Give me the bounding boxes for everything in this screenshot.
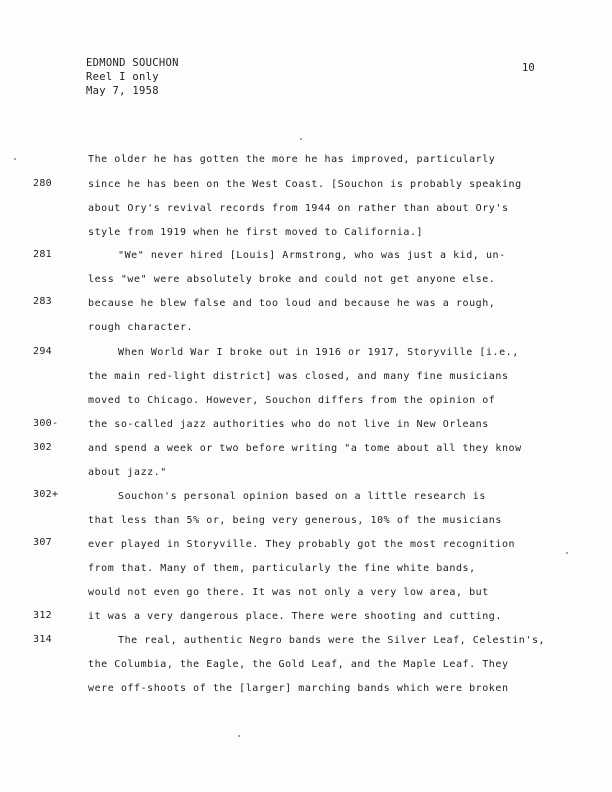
document-header [86, 56, 179, 98]
margin-number: 302 [33, 442, 52, 453]
text-line: less "we" were absolutely broke and could not get anyone else. [88, 274, 496, 285]
margin-number: 312 [33, 610, 52, 621]
text-line: were off-shoots of the [larger] marching bands which were broken [88, 683, 509, 694]
text-line: because he blew false and too loud and because he was a rough, [88, 298, 496, 309]
margin-number: 314 [33, 634, 52, 645]
text-line: about jazz." [88, 467, 167, 478]
text-line: "We" never hired [Louis] Armstrong, who was just a kid, un- [118, 250, 506, 261]
interview-date: May 7, 1958 [86, 85, 159, 97]
text-line: from that. Many of them, particularly the fine white bands, [88, 563, 476, 574]
scan-speck [300, 138, 302, 140]
text-line: the so-called jazz authorities who do not live in New Orleans [88, 419, 489, 430]
margin-number: 283 [33, 296, 52, 307]
reel-label: Reel I only [86, 71, 159, 83]
text-line: about Ory's revival records from 1944 on rather than about Ory's [88, 203, 509, 214]
text-line: the main red-light district] was closed, and many fine musicians [88, 371, 509, 382]
page-number: 10 [522, 62, 535, 74]
text-line: The older he has gotten the more he has improved, particularly [88, 154, 496, 165]
margin-number: 281 [33, 249, 52, 260]
text-line: since he has been on the West Coast. [Souchon is probably speaking [88, 179, 522, 190]
margin-number: 294 [33, 346, 52, 357]
text-line: the Columbia, the Eagle, the Gold Leaf, and the Maple Leaf. They [88, 659, 509, 670]
margin-number: 300- [33, 418, 59, 429]
text-line: and spend a week or two before writing "a tome about all they know [88, 443, 522, 454]
text-line: ever played in Storyville. They probably got the most recognition [88, 539, 516, 550]
interviewee-name: EDMOND SOUCHON [86, 57, 179, 69]
margin-number: 280 [33, 178, 52, 189]
scan-speck [238, 735, 240, 737]
text-line: style from 1919 when he first moved to California.] [88, 227, 424, 238]
text-line: rough character. [88, 322, 194, 333]
scan-speck [14, 158, 16, 160]
text-line: Souchon's personal opinion based on a little research is [118, 491, 486, 502]
text-line: that less than 5% or, being very generous, 10% of the musicians [88, 515, 502, 526]
margin-number: 307 [33, 537, 52, 548]
scan-speck [566, 552, 568, 554]
margin-number: 302+ [33, 489, 59, 500]
text-line: The real, authentic Negro bands were the Silver Leaf, Celestin's, [118, 635, 546, 646]
text-line: moved to Chicago. However, Souchon differs from the opinion of [88, 395, 496, 406]
text-line: would not even go there. It was not only a very low area, but [88, 587, 489, 598]
text-line: When World War I broke out in 1916 or 1917, Storyville [i.e., [118, 347, 519, 358]
text-line: it was a very dangerous place. There were shooting and cutting. [88, 611, 502, 622]
